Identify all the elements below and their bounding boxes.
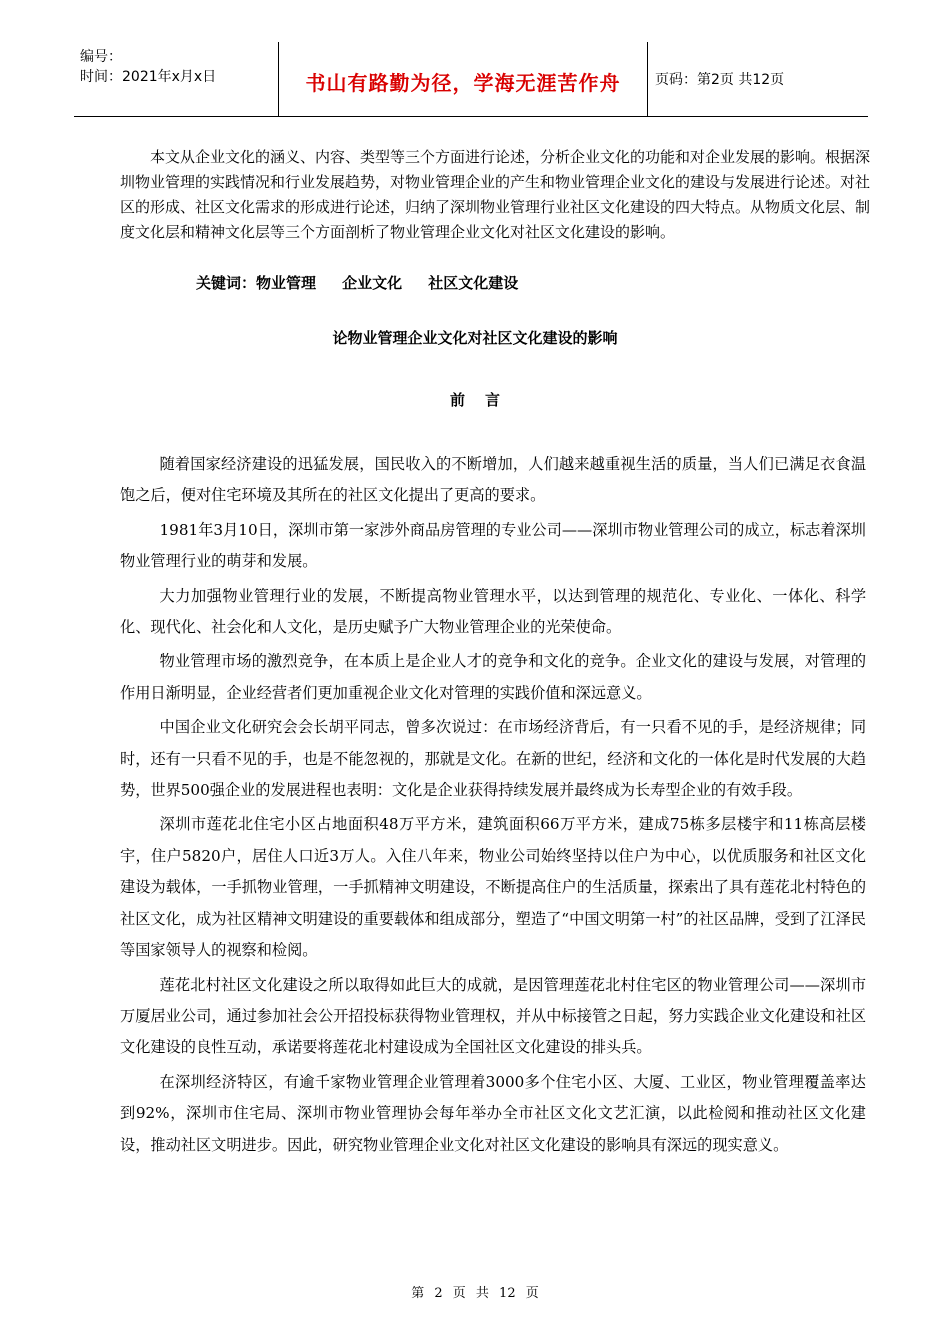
page-footer: 第 2 页 共 12 页: [411, 1286, 539, 1301]
document-number-label: 编号：: [80, 49, 122, 65]
body-paragraph: 在深圳经济特区，有逾千家物业管理企业管理着3000多个住宅小区、大厦、工业区，物业管理覆盖率达到92%，深圳市住宅局、深圳市物业管理协会每年举办全市社区文化文艺汇演，以此检阅和推动社区文化建设，推动社区文明进步。因此，研究物业管理企业文化对社区文化建设的影响具有深远的现实意义。: [120, 1072, 866, 1154]
header-motto: 书山有路勤为径，学海无涯苦作舟: [305, 71, 621, 95]
header-motto-cell: [278, 42, 648, 116]
document-header: [74, 42, 868, 117]
document-date: 时间：2021年x月x日: [80, 69, 217, 85]
article-title: 论物业管理企业文化对社区文化建设的影响: [332, 329, 618, 347]
body-paragraph: 莲花北村社区文化建设之所以取得如此巨大的成就，是因管理莲花北村住宅区的物业管理公司——深圳市万厦居业公司，通过参加社会公开招投标获得物业管理权，并从中标接管之日起，努力实践企业文化建设和社区文化建设的良性互动，承诺要将莲花北村建设成为全国社区文化建设的排头兵。: [120, 975, 866, 1057]
abstract-block: [120, 145, 870, 245]
keywords-line: 关键词：物业管理 企业文化 社区文化建设: [196, 274, 519, 292]
body-paragraph: 随着国家经济建设的迅猛发展，国民收入的不断增加，人们越来越重视生活的质量，当人们已满足衣食温饱之后，便对住宅环境及其所在的社区文化提出了更高的要求。: [120, 455, 866, 505]
body-paragraph: 深圳市莲花北住宅小区占地面积48万平方米，建筑面积66万平方米，建成75栋多层楼宇和11栋高层楼宇，住户5820户，居住人口近3万人。入住八年来，物业公司始终坚持以住户为中心，以优质服务和社区文化建设为载体，一手抓物业管理，一手抓精神文明建设，不断提高住户的生活质量，探索出了具有莲花北村特色的社区文化，成为社区精神文明建设的重要载体和组成部分，塑造了“中国文明第一村”的社区品牌，受到了江泽民等国家领导人的视察和检阅。: [120, 815, 866, 960]
article-body: [120, 449, 866, 1164]
body-paragraph: 物业管理市场的激烈竞争，在本质上是企业人才的竞争和文化的竞争。企业文化的建设与发展，对管理的作用日渐明显，企业经营者们更加重视企业文化对管理的实践价值和深远意义。: [120, 652, 866, 702]
body-paragraph: 1981年3月10日，深圳市第一家涉外商品房管理的专业公司——深圳市物业管理公司的成立，标志着深圳物业管理行业的萌芽和发展。: [120, 520, 866, 571]
header-page-number: 页码：第2页 共12页: [655, 72, 785, 88]
body-paragraph: 大力加强物业管理行业的发展，不断提高物业管理水平，以达到管理的规范化、专业化、一体化、科学化、现代化、社会化和人文化，是历史赋予广大物业管理企业的光荣使命。: [120, 586, 866, 637]
header-meta-cell: [74, 42, 278, 116]
abstract-text: 本文从企业文化的涵义、内容、类型等三个方面进行论述，分析企业文化的功能和对企业发展的影响。根据深圳物业管理的实践情况和行业发展趋势，对物业管理企业的产生和物业管理企业文化的建设与发展进行论述。对社区的形成、社区文化需求的形成进行论述，归纳了深圳物业管理行业社区文化建设的四大特点。从物质文化层、制度文化层和精神文化层等三个方面剖析了物业管理企业文化对社区文化建设的影响。: [120, 148, 871, 241]
header-page-cell: [647, 42, 868, 116]
preface-heading: 前言: [449, 391, 520, 409]
body-paragraph: 中国企业文化研究会会长胡平同志，曾多次说过：在市场经济背后，有一只看不见的手，是经济规律；同时，还有一只看不见的手，也是不能忽视的，那就是文化。在新的世纪，经济和文化的一体化是时代发展的大趋势，世界500强企业的发展进程也表明：文化是企业获得持续发展并最终成为长寿型企业的有效手段。: [120, 718, 866, 800]
